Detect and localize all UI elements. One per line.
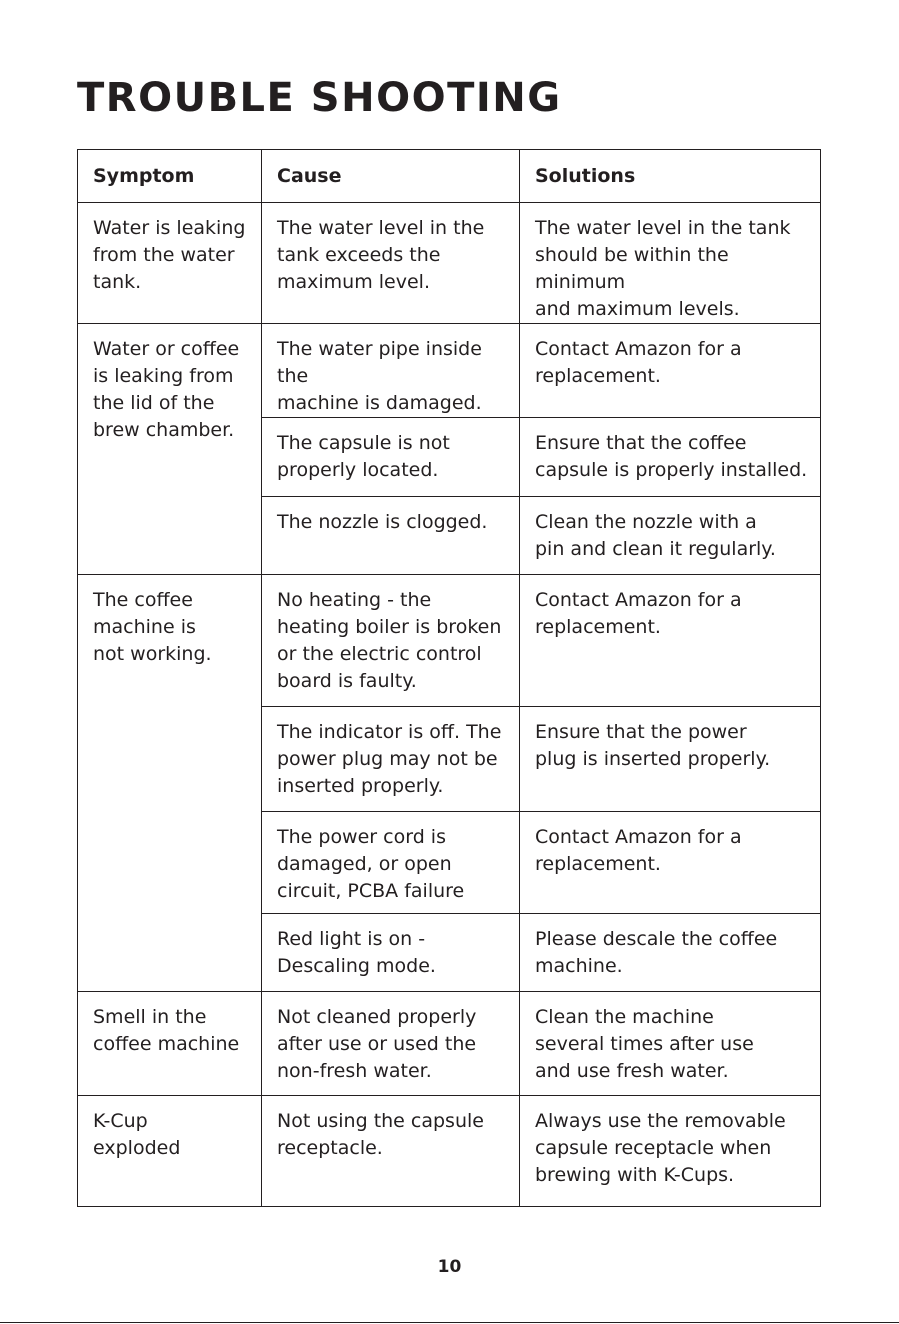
header-solutions: Solutions [520, 150, 821, 203]
header-symptom: Symptom [78, 150, 262, 203]
solution-cell: Always use the removable capsule receptacle when brewing with K-Cups. [520, 1096, 821, 1207]
page-title: TROUBLE SHOOTING [77, 75, 562, 121]
cause-cell: The water level in the tank exceeds the maximum level. [262, 203, 520, 324]
solution-cell: Clean the machine several times after use and use fresh water. [520, 992, 821, 1096]
table-header-row [78, 150, 821, 203]
symptom-cell: Smell in the coffee machine [78, 992, 262, 1096]
page-number: 10 [437, 1257, 462, 1277]
solution-cell: Ensure that the coffee capsule is properly installed. [520, 418, 821, 497]
symptom-cell: Water or coffee is leaking from the lid of the brew chamber. [78, 324, 262, 575]
cause-cell: The nozzle is clogged. [262, 497, 520, 575]
symptom-cell: K-Cup exploded [78, 1096, 262, 1207]
header-cause: Cause [262, 150, 520, 203]
table-row [78, 575, 821, 707]
table-row [78, 203, 821, 324]
table-row [78, 324, 821, 418]
symptom-cell: The coffee machine is not working. [78, 575, 262, 992]
solution-cell: Contact Amazon for a replacement. [520, 575, 821, 707]
cause-cell: The water pipe inside the machine is damaged. [262, 324, 520, 418]
cause-cell: Not using the capsule receptacle. [262, 1096, 520, 1207]
table-row [78, 1096, 821, 1207]
solution-cell: Clean the nozzle with a pin and clean it regularly. [520, 497, 821, 575]
solution-cell: Ensure that the power plug is inserted properly. [520, 707, 821, 812]
symptom-cell: Water is leaking from the water tank. [78, 203, 262, 324]
cause-cell: Red light is on - Descaling mode. [262, 914, 520, 992]
cause-cell: The power cord is damaged, or open circuit, PCBA failure [262, 812, 520, 914]
solution-cell: Contact Amazon for a replacement. [520, 812, 821, 914]
troubleshooting-table [77, 149, 821, 1207]
page-bottom-divider [0, 1322, 899, 1323]
cause-cell: The capsule is not properly located. [262, 418, 520, 497]
solution-cell: Contact Amazon for a replacement. [520, 324, 821, 418]
table-row [78, 992, 821, 1096]
cause-cell: The indicator is off. The power plug may not be inserted properly. [262, 707, 520, 812]
cause-cell: No heating - the heating boiler is broken or the electric control board is faulty. [262, 575, 520, 707]
solution-cell: The water level in the tank should be within the minimum and maximum levels. [520, 203, 821, 324]
solution-cell: Please descale the coffee machine. [520, 914, 821, 992]
cause-cell: Not cleaned properly after use or used the non-fresh water. [262, 992, 520, 1096]
